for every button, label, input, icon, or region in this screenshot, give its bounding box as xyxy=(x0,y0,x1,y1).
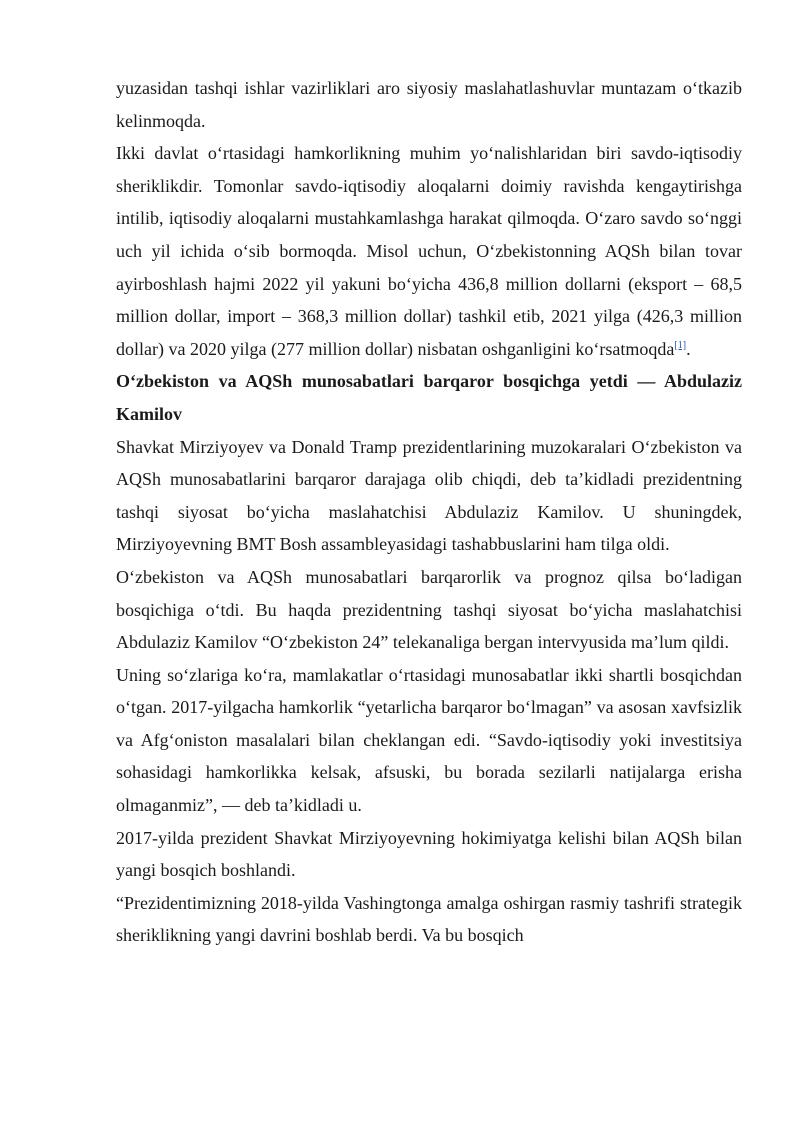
paragraph-trade-end: . xyxy=(686,338,691,359)
paragraph-trade-text: Ikki davlat o‘rtasidagi hamkorlikning muhim yo‘nalishlaridan biri savdo-iqtisodiy sheriklikdir. Tomonlar savdo-iqtisodiy aloqalarni doimiy ravishda kengaytirishga intilib, iqtisodiy aloqalarni mustahkamlashga harakat qilmoqda. O‘zaro savdo so‘nggi uch yil ichida o‘sib bormoqda. Misol uchun, O‘zbekistonning AQSh bilan tovar ayirboshlash hajmi 2022 yil yakuni bo‘yicha 436,8 million dollarni (eksport – 68,5 million dollar, import – 368,3 million dollar) tashkil etib, 2021 yilga (426,3 million dollar) va 2020 yilga (277 million dollar) nisbatan oshganligini ko‘rsatmoqda xyxy=(116,143,742,359)
paragraph-negotiations: Shavkat Mirziyoyev va Donald Tramp prezidentlarining muzokaralari O‘zbekiston va AQSh munosabatlarini barqaror darajaga olib chiqdi, deb ta’kidladi prezidentning tashqi siyosat bo‘yicha maslahatchisi Abdulaziz Kamilov. U shuningdek, Mirziyoyevning BMT Bosh assambleyasidagi tashabbuslarini ham tilga oldi. xyxy=(116,436,742,555)
document-page xyxy=(116,72,742,952)
footnote-link[interactable]: [1] xyxy=(674,339,687,351)
paragraph-stability: O‘zbekiston va AQSh munosabatlari barqarorlik va prognoz qilsa bo‘ladigan bosqichiga o‘tdi. Bu haqda prezidentning tashqi siyosat bo‘yicha maslahatchisi Abdulaziz Kamilov “O‘zbekiston 24” telekanaliga bergan intervyusida ma’lum qildi. xyxy=(116,566,742,653)
paragraph-visit-quote: “Prezidentimizning 2018-yilda Vashingtonga amalga oshirgan rasmiy tashrifi strategik sheriklikning yangi davrini boshlab berdi. Va bu bosqich xyxy=(116,892,742,946)
section-heading: O‘zbekiston va AQSh munosabatlari barqaror bosqichga yetdi — Abdulaziz Kamilov xyxy=(116,371,742,424)
paragraph-two-stages: Uning so‘zlariga ko‘ra, mamlakatlar o‘rtasidagi munosabatlar ikki shartli bosqichdan o‘tgan. 2017-yilgacha hamkorlik “yetarlicha barqaror bo‘lmagan” va asosan xavfsizlik va Afg‘oniston masalalari bilan cheklangan edi. “Savdo-iqtisodiy yoki investitsiya sohasidagi hamkorlikka kelsak, afsuski, bu borada sezilarli natijalarga erisha olmaganmiz”, — deb ta’kidladi u. xyxy=(116,664,742,816)
paragraph-trade-partnership xyxy=(116,137,742,365)
paragraph-consultations: yuzasidan tashqi ishlar vazirliklari aro siyosiy maslahatlashuvlar muntazam o‘tkazib kelinmoqda. xyxy=(116,78,742,131)
paragraph-new-stage: 2017-yilda prezident Shavkat Mirziyoyevning hokimiyatga kelishi bilan AQSh bilan yangi bosqich boshlandi. xyxy=(116,827,742,881)
